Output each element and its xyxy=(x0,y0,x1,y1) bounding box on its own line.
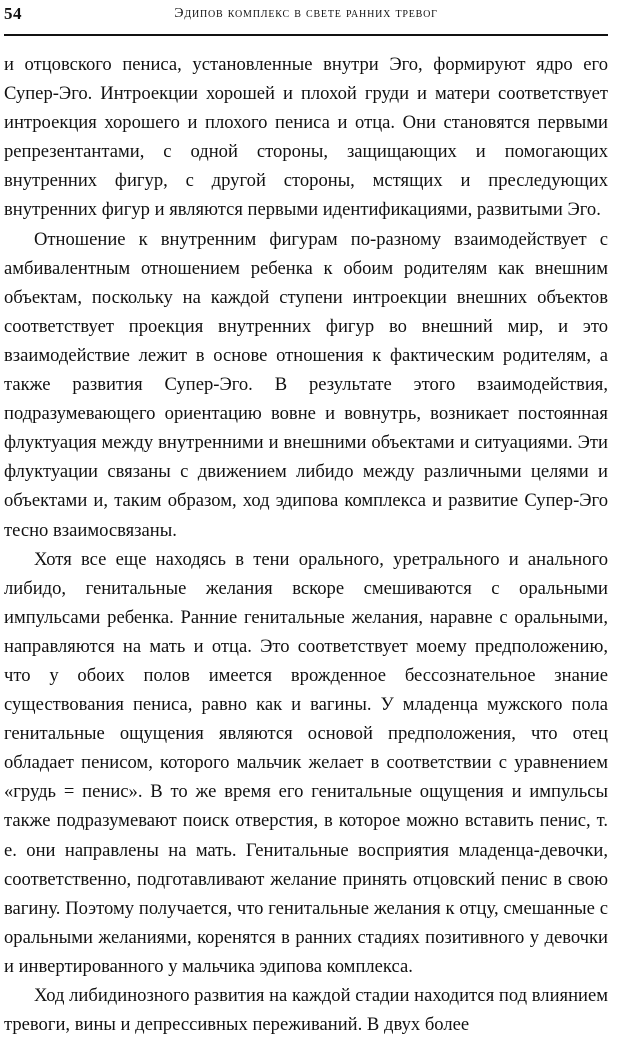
page-number: 54 xyxy=(4,4,22,23)
running-head: Эдипов комплекс в свете ранних тревог xyxy=(174,6,438,21)
page-header xyxy=(4,0,608,36)
paragraph-3: Хотя все еще находясь в тени орального, уретрального и анального либидо, генитальные желания вскоре смешиваются с оральными импульсами ребенка. Ранние генитальные желания, наравне с оральными, направляются на мать и отца. Это соответствует моему предположению, что у обоих полов имеется врожденное бессознательное знание существования пениса, равно как и вагины. У младенца мужского пола генитальные ощущения являются основой предположения, что отец обладает пенисом, которого мальчик желает в соответствии с уравнением «грудь = пенис». В то же время его генитальные ощущения и импульсы также подразумевают поиск отверстия, в которое можно вставить пенис, т. е. они направлены на мать. Генитальные восприятия младенца-девочки, соответственно, подготавливают желание принять отцовский пенис в свою вагину. Поэтому получается, что генитальные желания к отцу, смешанные с оральными желаниями, коренятся в ранних стадиях позитивного у девочки и инвертированного у мальчика эдипова комплекса. xyxy=(4,548,608,977)
paragraph-1: и отцовского пениса, установленные внутри Эго, формируют ядро его Супер-Эго. Интроекции хорошей и плохой груди и матери соответствует интроекция хорошего и плохого пениса и отца. Они становятся первыми репрезентантами, с одной стороны, защищающих и помогающих внутренних фигур, с другой стороны, мстящих и преследующих внутренних фигур и являются первыми идентификациями, развитыми Эго. xyxy=(4,54,608,221)
paragraph-4: Ход либидинозного развития на каждой стадии находится под влиянием тревоги, вины и депрессивных переживаний. В двух более xyxy=(4,985,608,1036)
paragraph-2: Отношение к внутренним фигурам по-разному взаимодействует с амбивалентным отношением ребенка к обоим родителям как внешним объектам, поскольку на каждой ступени интроекции внешних объектов соответствует проекция внутренних фигур во внешний мир, и это взаимодействие лежит в основе отношения к фактическим родителям, а также развития Супер-Эго. В результате этого взаимодействия, подразумевающего ориентацию вовне и вовнутрь, возникает постоянная флуктуация между внутренними и внешними объектами и ситуациями. Эти флуктуации связаны с движением либидо между различными целями и объектами и, таким образом, ход эдипова комплекса и развитие Супер-Эго тесно взаимосвязаны. xyxy=(4,228,608,541)
body-text xyxy=(4,50,608,1039)
